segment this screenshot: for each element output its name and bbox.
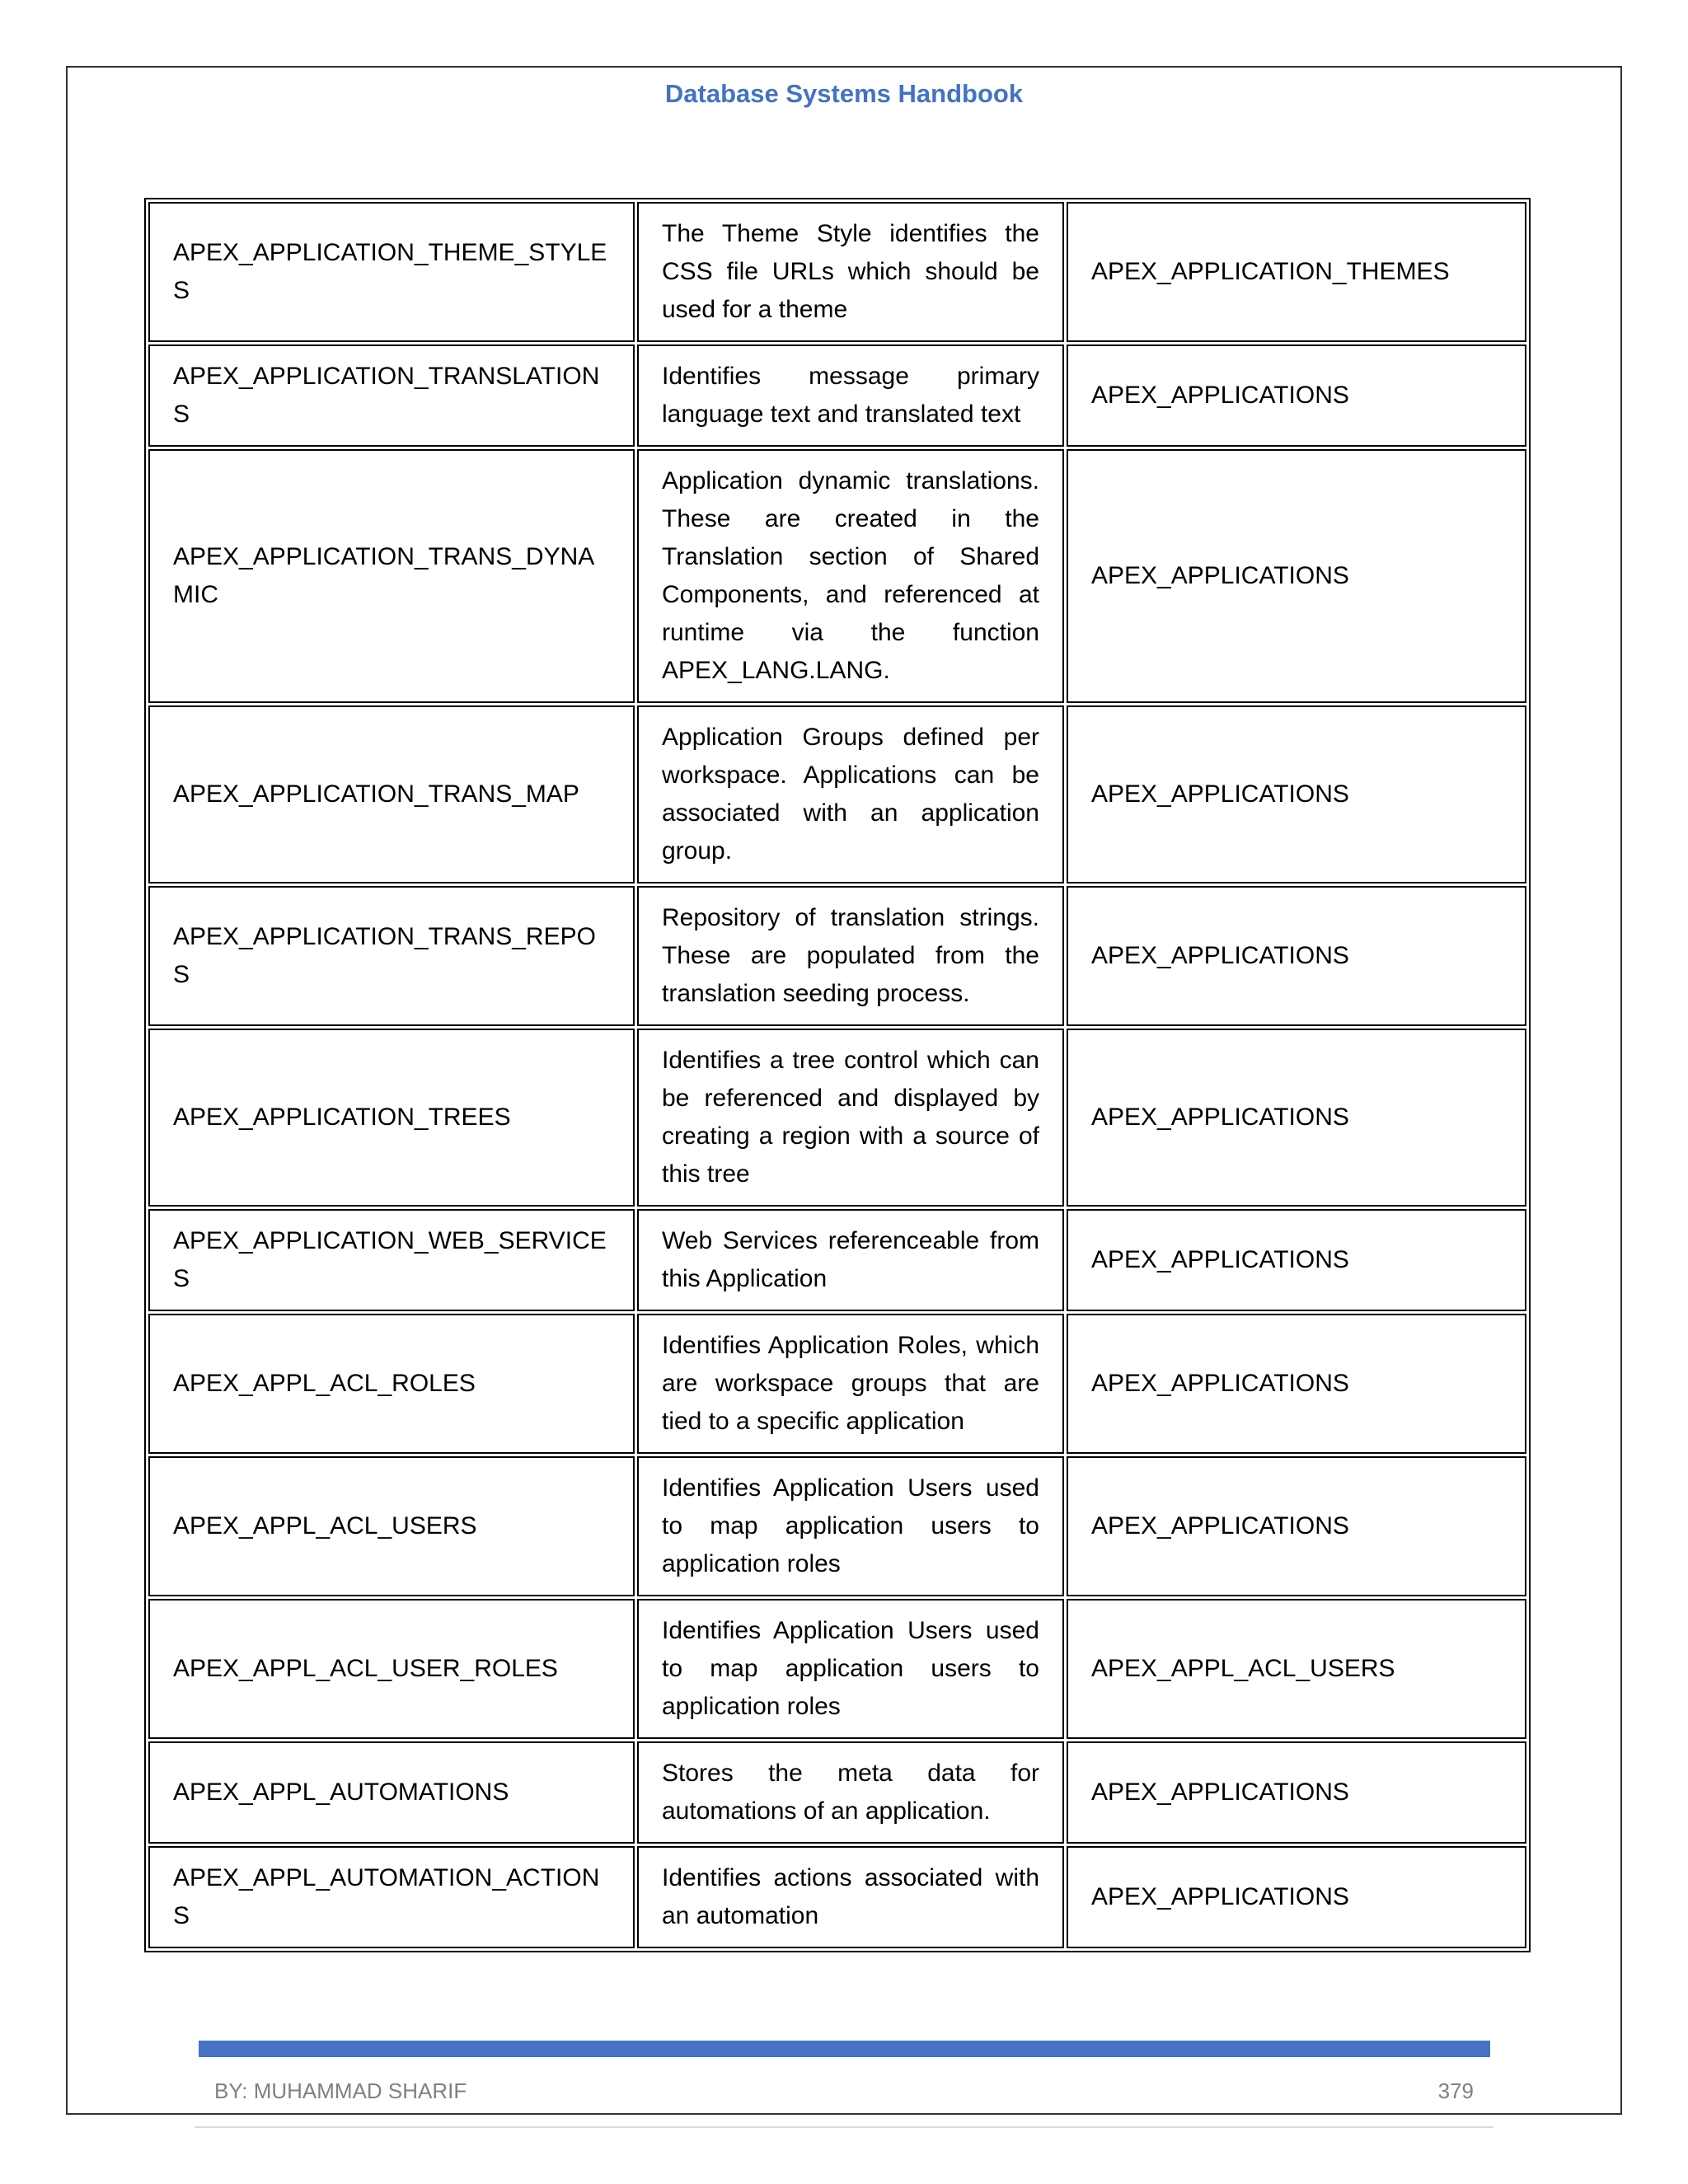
description-cell: Web Services referenceable from this Application [637, 1209, 1064, 1311]
footer-divider [195, 2126, 1493, 2128]
parent-view-cell: APEX_APPLICATION_THEMES [1067, 202, 1526, 342]
apex-views-table [144, 198, 1531, 1952]
footer-author: BY: MUHAMMAD SHARIF [214, 2079, 467, 2103]
table-row [148, 1741, 1526, 1844]
view-name-cell: APEX_APPLICATION_TRANS_DYNAMIC [148, 449, 635, 703]
view-name-cell: APEX_APPLICATION_TRANS_REPOS [148, 886, 635, 1026]
table-row [148, 1599, 1526, 1739]
view-name-cell: APEX_APPL_ACL_USER_ROLES [148, 1599, 635, 1739]
parent-view-cell: APEX_APPLICATIONS [1067, 1846, 1526, 1948]
view-name-cell: APEX_APPLICATION_TREES [148, 1029, 635, 1207]
description-cell: Identifies a tree control which can be referenced and displayed by creating a region with a source of this tree [637, 1029, 1064, 1207]
description-cell: Identifies actions associated with an automation [637, 1846, 1064, 1948]
table-body [148, 202, 1526, 1948]
parent-view-cell: APEX_APPLICATIONS [1067, 1314, 1526, 1454]
view-name-cell: APEX_APPLICATION_TRANS_MAP [148, 705, 635, 883]
table-row [148, 1209, 1526, 1311]
table-row [148, 449, 1526, 703]
parent-view-cell: APEX_APPLICATIONS [1067, 1456, 1526, 1596]
parent-view-cell: APEX_APPLICATIONS [1067, 1741, 1526, 1844]
parent-view-cell: APEX_APPLICATIONS [1067, 449, 1526, 703]
view-name-cell: APEX_APPL_AUTOMATION_ACTIONS [148, 1846, 635, 1948]
table-row [148, 344, 1526, 447]
parent-view-cell: APEX_APPLICATIONS [1067, 1029, 1526, 1207]
view-name-cell: APEX_APPLICATION_THEME_STYLES [148, 202, 635, 342]
parent-view-cell: APEX_APPLICATIONS [1067, 1209, 1526, 1311]
table-row [148, 202, 1526, 342]
description-cell: Repository of translation strings. These are populated from the translation seeding process. [637, 886, 1064, 1026]
parent-view-cell: APEX_APPL_ACL_USERS [1067, 1599, 1526, 1739]
table-row [148, 1846, 1526, 1948]
view-name-cell: APEX_APPLICATION_WEB_SERVICES [148, 1209, 635, 1311]
parent-view-cell: APEX_APPLICATIONS [1067, 886, 1526, 1026]
page-header-title: Database Systems Handbook [664, 79, 1024, 108]
view-name-cell: APEX_APPLICATION_TRANSLATIONS [148, 344, 635, 447]
description-cell: Application dynamic translations. These are created in the Translation section of Shared Components, and referenced at runtime via the function APEX_LANG.LANG. [637, 449, 1064, 703]
table-row [148, 705, 1526, 883]
table-row [148, 1456, 1526, 1596]
description-cell: Stores the meta data for automations of an application. [637, 1741, 1064, 1844]
description-cell: Identifies Application Users used to map application users to application roles [637, 1456, 1064, 1596]
view-name-cell: APEX_APPL_ACL_ROLES [148, 1314, 635, 1454]
view-name-cell: APEX_APPL_AUTOMATIONS [148, 1741, 635, 1844]
parent-view-cell: APEX_APPLICATIONS [1067, 705, 1526, 883]
page-number: 379 [1437, 2079, 1474, 2103]
table-row [148, 1029, 1526, 1207]
parent-view-cell: APEX_APPLICATIONS [1067, 344, 1526, 447]
description-cell: The Theme Style identifies the CSS file URLs which should be used for a theme [637, 202, 1064, 342]
table-row [148, 1314, 1526, 1454]
description-cell: Identifies Application Users used to map application users to application roles [637, 1599, 1064, 1739]
table-row [148, 886, 1526, 1026]
view-name-cell: APEX_APPL_ACL_USERS [148, 1456, 635, 1596]
footer-accent-bar [199, 2041, 1490, 2057]
description-cell: Application Groups defined per workspace. Applications can be associated with an application group. [637, 705, 1064, 883]
description-cell: Identifies Application Roles, which are workspace groups that are tied to a specific application [637, 1314, 1064, 1454]
description-cell: Identifies message primary language text and translated text [637, 344, 1064, 447]
